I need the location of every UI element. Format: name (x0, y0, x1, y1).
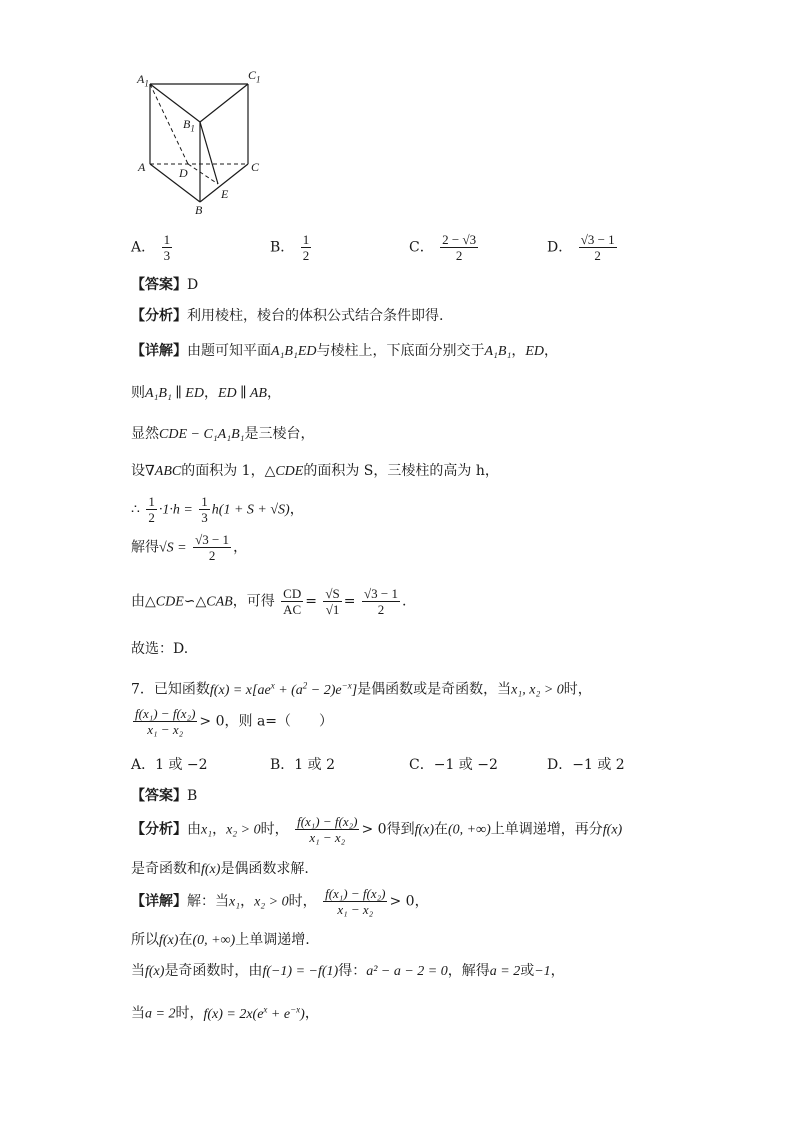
option-fraction: $\frac{1}{2}$ (302, 232, 310, 263)
q7-option-c[interactable]: C．−1 或 −2 (409, 757, 498, 773)
fraction-sqrt-s-sqrt-1: $\frac{√S}{√1}$ (325, 586, 340, 617)
option-fraction: $\frac{√3 - 1}{2}$ (580, 232, 615, 263)
edge-b1c1 (200, 84, 248, 122)
q6-answer: 【答案】D (131, 277, 199, 293)
fraction-cd-ac: $\frac{CD}{AC}$ (283, 586, 302, 617)
fraction-sqrt-s: $\frac{√3 - 1}{2}$ (195, 532, 230, 563)
edge-b1e (200, 122, 218, 184)
q7-option-a[interactable]: A．1 或 −2 (131, 757, 208, 773)
q6-option-b[interactable] (270, 232, 313, 263)
q7-answer: 【答案】B (131, 788, 198, 804)
option-fraction: $\frac{2 - √3}{2}$ (442, 232, 477, 263)
q6-conclusion: 故选：D. (131, 641, 189, 657)
q7-analysis-line2: 是奇函数和f(x)是偶函数求解. (131, 861, 309, 877)
option-letter: A． (131, 239, 156, 256)
q7-detail-line4: 当a = 2时，$f(x) = 2x(e^x + e^{-x})$， (131, 1004, 319, 1022)
edge-ab (150, 164, 200, 202)
fraction-difference-quotient: $\frac{\text{f(x₁) − f(x₂)}}{\text{x₁ − x₂}}$ (135, 706, 196, 737)
fraction-difference-quotient: $\frac{\text{f(x₁) − f(x₂)}}{\text{x₁ − x₂}}$ (297, 814, 358, 845)
label-b1: $B_1$ (183, 117, 195, 134)
q6-analysis: 【分析】利用棱柱，棱台的体积公式结合条件即得. (131, 308, 444, 324)
option-letter: D． (547, 239, 573, 256)
label-b: B (195, 203, 203, 217)
label-e: E (221, 187, 229, 201)
label-a1: $A_1$ (137, 72, 149, 89)
label-c: C (251, 160, 260, 174)
fraction-result: $\frac{√3 - 1}{2}$ (363, 586, 398, 617)
q7-option-b[interactable]: B．1 或 2 (270, 757, 336, 773)
q7-condition: $\frac{\text{f(x₁) − f(x₂)}}{\text{x₁ − x₂}}$ > 0，则 a=（ ） (135, 706, 334, 737)
option-fraction: $\frac{1}{3}$ (163, 232, 171, 263)
label-c1: $C_1$ (248, 68, 261, 85)
option-letter: C． (409, 239, 434, 256)
fraction-difference-quotient: $\frac{\text{f(x₁) − f(x₂)}}{\text{x₁ − x₂}}$ (325, 886, 386, 917)
option-letter: B． (270, 239, 295, 256)
q6-detail-line7: 由△CDE∽△CAB，可得 $\frac{CD}{AC}$ = $\frac{√S}{√1}$ = $\frac{√3 - 1}{2}$ . (131, 586, 407, 617)
fraction-one-half: $\frac{1}{2}$ (148, 494, 155, 525)
q7-detail-line2: 所以f(x)在(0, +∞)上单调递增. (131, 932, 310, 948)
q7-stem: 7．已知函数$f(x) = x[ae^x + (a^2 - 2)e^{-x}]$是偶函数或是奇函数，当x₁, x₂ > 0时， (131, 680, 592, 698)
q6-detail-line5: ∴ $\frac{1}{2}$ ·1·h = $\frac{1}{3}$ h(1 + S + √S)， (131, 494, 304, 525)
q6-detail-line2: 则A₁B₁ ∥ ED，ED ∥ AB， (131, 385, 281, 401)
q7-detail-line3: 当f(x)是奇函数时，由f(−1) = −f(1)得：a² − a − 2 = 0，解得a = 2或−1， (131, 963, 565, 979)
q6-option-a[interactable] (131, 232, 174, 263)
q7-analysis-line1: 【分析】由x₁，x₂ > 0时， $\frac{\text{f(x₁) − f(x₂)}}{\text{x₁ − x₂}}$ > 0得到f(x)在(0, +∞)上单调递增，再分f(x) (131, 814, 623, 845)
q7-option-d[interactable]: D．−1 或 2 (547, 757, 625, 773)
label-d: D (179, 166, 188, 180)
q6-option-c[interactable] (409, 232, 480, 263)
q6-detail-line1: 【详解】由题可知平面A₁B₁ED与棱柱上，下底面分别交于A₁B₁，ED， (131, 343, 559, 359)
q6-option-d[interactable] (547, 232, 619, 263)
q6-detail-line6: 解得√S = $\frac{√3 - 1}{2}$ ， (131, 532, 248, 563)
q6-detail-line4: 设∇ABC的面积为 1，△CDE的面积为 S，三棱柱的高为 h， (131, 463, 499, 479)
label-a: A (138, 160, 146, 174)
q6-detail-line3: 显然CDE − C₁A₁B₁是三棱台， (131, 426, 315, 442)
q7-detail-line1: 【详解】解：当x₁，x₂ > 0时， $\frac{\text{f(x₁) − f(x₂)}}{\text{x₁ − x₂}}$ > 0， (131, 886, 429, 917)
fraction-one-third: $\frac{1}{3}$ (201, 494, 208, 525)
